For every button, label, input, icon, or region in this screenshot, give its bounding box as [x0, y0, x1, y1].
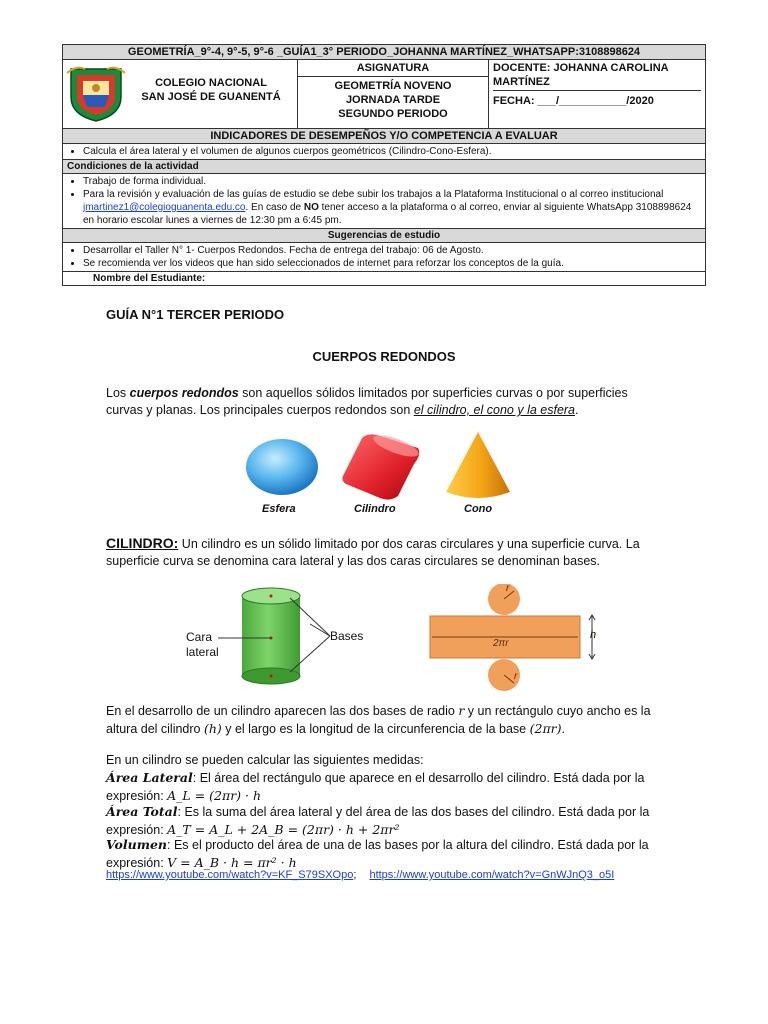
header-top-title: GEOMETRÍA_9°-4, 9°-5, 9°-6 _GUÍA1_3° PERIODO_JOHANNA MARTÍNEZ_WHATSAPP:3108898624 [63, 45, 706, 60]
docente-label: DOCENTE: JOHANNA CAROLINA MARTÍNEZ [493, 61, 701, 91]
volumen-paragraph: Volumen: Es el producto del área de una de las bases por la altura del cilindro. Está dada por la expresión: V = A_B · h = πr² · h [106, 837, 649, 870]
email-link[interactable]: jmartinez1@colegioguanenta.edu.co [83, 202, 246, 213]
round-solids-figure [240, 428, 530, 504]
cara-lateral-label: Cara lateral [186, 630, 219, 659]
volumen-formula: V = A_B · h = πr² · h [167, 855, 297, 870]
school-cell [63, 60, 298, 129]
cylinder-body [242, 596, 300, 676]
net-width-label: 2πr [493, 638, 509, 649]
desarrollo-paragraph: En el desarrollo de un cilindro aparecen las dos bases de radio r y un rectángulo cuyo ancho es la altura del cilindro (h) y el largo es la longitud de la circunferencia de la base (2πr). [106, 703, 651, 736]
indicadores-item: • Calcula el área lateral y el volumen de algunos cuerpos geométricos (Cilindro-Cono-Esfera). [83, 145, 701, 158]
net-radius-bottom-label: r [514, 671, 518, 682]
cylinder-diagram [180, 584, 600, 696]
cylinder-label: Cilindro [354, 503, 396, 515]
indicadores-title: INDICADORES DE DESEMPEÑOS Y/O COMPETENCIA A EVALUAR [63, 129, 706, 144]
cilindro-term: CILINDRO: [106, 535, 179, 551]
cone-shape [446, 432, 510, 498]
condiciones-item2: • Para la revisión y evaluación de las guías de estudio se debe subir los trabajos a la Plataforma Institucional o al correo institucional jmartinez1@colegioguanenta.edu.co. En caso de NO tener acceso a la plataforma o al correo, enviar al siguiente WhatsApp 3108898624 en horario escolar lunes a viernes de 12:30 pm a 6:45 pm. [83, 188, 701, 227]
area-total-formula: A_T = A_L + 2A_B = (2πr) · h + 2πr² [167, 822, 400, 837]
area-total-paragraph: Área Total: Es la suma del área lateral y del área de las dos bases del cilindro. Está dada por la expresión: A_T = A_L + 2A_B = (2πr) · h + 2πr² [106, 804, 650, 837]
medidas-intro: En un cilindro se pueden calcular las siguientes medidas: [106, 753, 424, 767]
asignatura-label: ASIGNATURA [298, 60, 488, 77]
nombre-estudiante-label: Nombre del Estudiante: [63, 272, 706, 286]
docente-cell [489, 60, 706, 129]
asignatura-line3: SEGUNDO PERIODO [338, 108, 448, 120]
net-radius-top-label: r [506, 583, 510, 594]
condiciones-title: Condiciones de la actividad [63, 160, 706, 174]
section-title: CUERPOS REDONDOS [312, 349, 456, 364]
school-name-line1: COLEGIO NACIONAL [155, 77, 267, 89]
condiciones-item1: • Trabajo de forma individual. [83, 175, 701, 188]
fecha-label: FECHA: ___/___________/2020 [493, 95, 654, 107]
asignatura-line2: JORNADA TARDE [345, 94, 441, 106]
sugerencias-item1: • Desarrollar el Taller N° 1- Cuerpos Redondos. Fecha de entrega del trabajo: 06 de Agosto. [83, 244, 701, 257]
sugerencias-item2: • Se recomienda ver los videos que han sido seleccionados de internet para reforzar los conceptos de la guía. [83, 257, 701, 270]
video-links: https://www.youtube.com/watch?v=KF_S79SXOpo; https://www.youtube.com/watch?v=GnWJnQ3_o5I [106, 869, 615, 881]
area-lateral-paragraph: Área Lateral: El área del rectángulo que aparece en el desarrollo del cilindro. Está dada por la expresión: A_L = (2πr) · h [106, 770, 645, 803]
intro-paragraph: Los cuerpos redondos son aquellos sólidos limitados por superficies curvas o por superficies curvas y planas. Los principales cuerpos redondos son el cilindro, el cono y la esfera. [106, 386, 628, 417]
net-top-base [488, 584, 520, 615]
video-link-1[interactable]: https://www.youtube.com/watch?v=KF_S79SXOpo [106, 869, 354, 881]
sphere-label: Esfera [262, 503, 296, 515]
school-name-line2: SAN JOSÉ DE GUANENTÁ [141, 91, 281, 103]
sugerencias-title: Sugerencias de estudio [63, 229, 706, 243]
bases-label: Bases [330, 629, 364, 643]
asignatura-line1: GEOMETRÍA NOVENO [334, 80, 452, 92]
guide-title: GUÍA N°1 TERCER PERIODO [106, 307, 285, 322]
school-crest-icon [65, 63, 127, 123]
net-height-label: h [590, 629, 597, 641]
asignatura-cell [298, 60, 489, 129]
cilindro-definition: CILINDRO: Un cilindro es un sólido limitado por dos caras circulares y una superficie curva. La superficie curva se denomina cara lateral y las dos caras circulares se denominan bases. [106, 535, 640, 568]
sphere-shape [246, 439, 318, 495]
header-table [62, 44, 706, 286]
cone-label: Cono [464, 503, 493, 515]
video-link-2[interactable]: https://www.youtube.com/watch?v=GnWJnQ3_o5I [369, 869, 615, 881]
area-lateral-formula: A_L = (2πr) · h [167, 788, 262, 803]
